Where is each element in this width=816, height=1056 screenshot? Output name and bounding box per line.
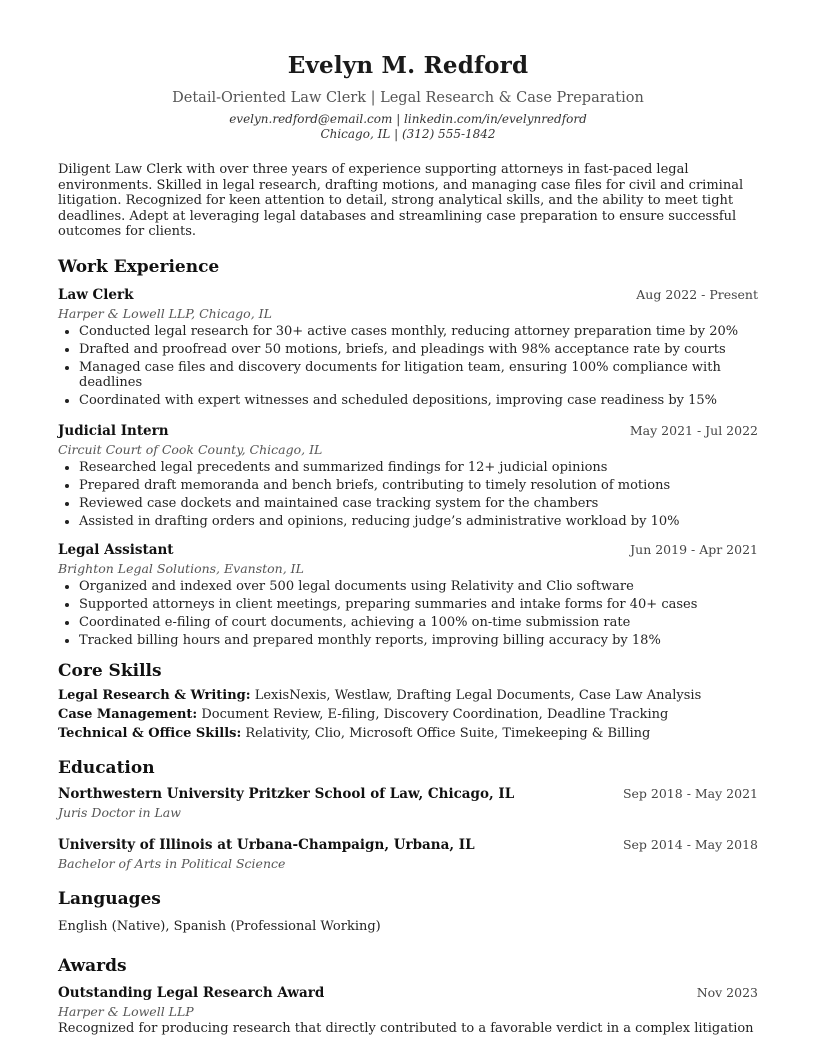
bullet-item: • Supported attorneys in client meetings, preparing summaries and intake forms for 40+ cases — [79, 597, 758, 612]
bullet-item: • Coordinated e-filing of court documents, achieving a 100% on-time submission rate — [79, 615, 758, 630]
section-title-languages: Languages — [58, 888, 161, 909]
job-bullets — [58, 460, 758, 529]
bullet-item: • Coordinated with expert witnesses and scheduled depositions, improving case readiness by 15% — [79, 393, 758, 408]
candidate-name: Evelyn M. Redford — [287, 52, 529, 79]
section-title-education: Education — [58, 757, 155, 778]
bullet-item: • Managed case files and discovery documents for litigation team, ensuring 100% compliance with deadlines — [79, 360, 758, 390]
contact-line-email-linkedin: evelyn.redford@email.com | linkedin.com/in/evelynredford — [229, 112, 587, 126]
contact-line-location-phone: Chicago, IL | (312) 555-1842 — [320, 127, 496, 141]
bullet-item: • Prepared draft memoranda and bench briefs, contributing to timely resolution of motions — [79, 478, 758, 493]
education-dates: Sep 2014 - May 2018 — [622, 836, 758, 852]
skill-label: Legal Research & Writing: — [58, 687, 251, 703]
award-organization: Harper & Lowell LLP — [58, 1003, 194, 1019]
job-dates: Aug 2022 - Present — [636, 286, 758, 302]
degree: Juris Doctor in Law — [58, 804, 181, 820]
job-organization: Brighton Legal Solutions, Evanston, IL — [58, 560, 304, 576]
job-entry — [58, 286, 758, 408]
job-title: Judicial Intern — [58, 422, 169, 439]
degree: Bachelor of Arts in Political Science — [58, 855, 286, 871]
job-dates: Jun 2019 - Apr 2021 — [630, 541, 758, 557]
award-name: Outstanding Legal Research Award — [58, 984, 325, 1001]
award-entry — [58, 984, 758, 1037]
school-name: University of Illinois at Urbana-Champaign, Urbana, IL — [58, 836, 475, 853]
skill-label: Case Management: — [58, 706, 198, 722]
section-title-awards: Awards — [58, 955, 127, 976]
skill-line — [58, 726, 758, 741]
school-name: Northwestern University Pritzker School of Law, Chicago, IL — [58, 785, 515, 802]
job-bullets — [58, 579, 758, 648]
job-organization: Harper & Lowell LLP, Chicago, IL — [58, 305, 272, 321]
job-entry — [58, 422, 758, 529]
skill-value: LexisNexis, Westlaw, Drafting Legal Documents, Case Law Analysis — [250, 687, 702, 703]
skill-line — [58, 707, 758, 722]
skill-value: Document Review, E-filing, Discovery Coordination, Deadline Tracking — [197, 706, 669, 722]
job-entry — [58, 541, 758, 648]
section-title-work: Work Experience — [58, 256, 220, 277]
education-entry — [58, 785, 758, 821]
bullet-item: • Organized and indexed over 500 legal documents using Relativity and Clio software — [79, 579, 758, 594]
job-organization: Circuit Court of Cook County, Chicago, IL — [58, 441, 323, 457]
professional-summary: Diligent Law Clerk with over three years of experience supporting attorneys in fast-paced legal environments. Skilled in legal research, drafting motions, and managing case files for civil and criminal litigation. Recognized for keen attention to detail, strong analytical skills, and the ability to meet tight deadlines. Adept at leveraging legal databases and streamlining case preparation to ensure successful outcomes for clients. — [58, 162, 744, 239]
education-entry — [58, 836, 758, 872]
bullet-item: • Reviewed case dockets and maintained case tracking system for the chambers — [79, 496, 758, 511]
job-title: Law Clerk — [58, 286, 134, 303]
languages-text: English (Native), Spanish (Professional Working) — [58, 918, 381, 934]
awards-section — [58, 955, 758, 1037]
section-title-skills: Core Skills — [58, 660, 162, 681]
bullet-item: • Assisted in drafting orders and opinions, reducing judge’s administrative workload by 10% — [79, 514, 758, 529]
core-skills-section — [58, 660, 758, 741]
job-title: Legal Assistant — [58, 541, 174, 558]
bullet-item: • Researched legal precedents and summarized findings for 12+ judicial opinions — [79, 460, 758, 475]
resume-page — [58, 50, 758, 1037]
skill-label: Technical & Office Skills: — [58, 725, 242, 741]
bullet-item: • Tracked billing hours and prepared monthly reports, improving billing accuracy by 18% — [79, 633, 758, 648]
languages-section — [58, 888, 758, 935]
education-dates: Sep 2018 - May 2021 — [622, 785, 758, 801]
award-date: Nov 2023 — [696, 984, 758, 1000]
headline: Detail-Oriented Law Clerk | Legal Research & Case Preparation — [172, 90, 644, 106]
job-bullets — [58, 324, 758, 408]
bullet-item: • Conducted legal research for 30+ active cases monthly, reducing attorney preparation time by 20% — [79, 324, 758, 339]
work-experience-section — [58, 256, 758, 648]
skill-line — [58, 688, 758, 703]
job-dates: May 2021 - Jul 2022 — [629, 422, 758, 438]
bullet-item: • Drafted and proofread over 50 motions, briefs, and pleadings with 98% acceptance rate by courts — [79, 342, 758, 357]
education-section — [58, 757, 758, 872]
skill-value: Relativity, Clio, Microsoft Office Suite, Timekeeping & Billing — [241, 725, 651, 741]
award-description: Recognized for producing research that directly contributed to a favorable verdict in a complex litigation — [58, 1020, 754, 1036]
